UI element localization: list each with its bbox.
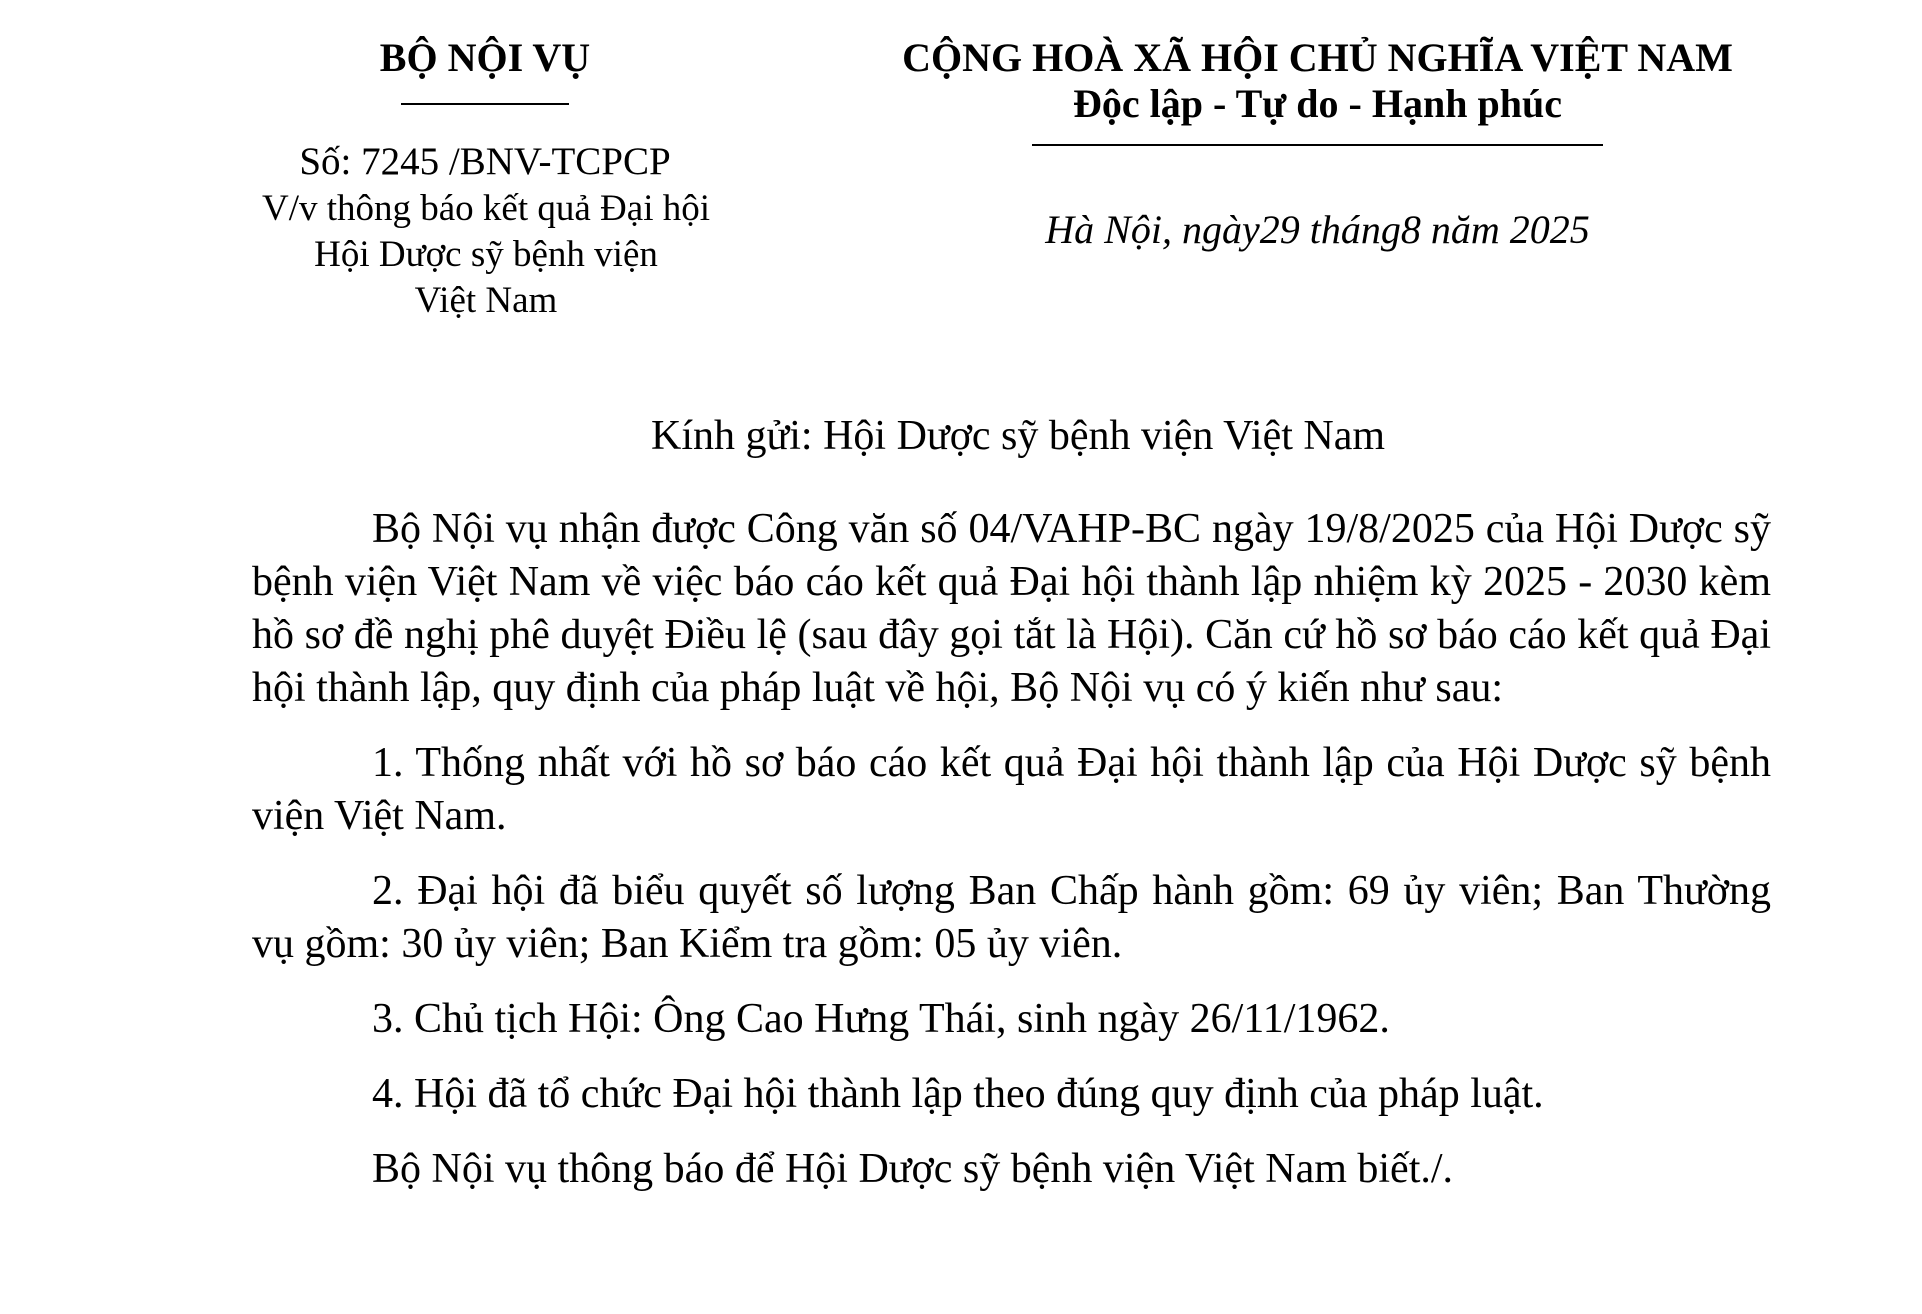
addressee: Kính gửi: Hội Dược sỹ bệnh viện Việt Nam [651,413,1386,459]
agency-divider [401,103,569,105]
subject-line: Hội Dược sỹ bệnh viện [314,234,658,275]
document-subject [230,186,742,324]
place-and-date: Hà Nội, ngày29 tháng8 năm 2025 [1045,207,1590,252]
national-motto: Độc lập - Tự do - Hạnh phúc [1073,81,1562,126]
body-item-4: 4. Hội đã tổ chức Đại hội thành lập theo đúng quy định của pháp luật. [372,1071,1544,1117]
national-title: CỘNG HOÀ XÃ HỘI CHỦ NGHĨA VIỆT NAM [902,35,1733,80]
body-closing: Bộ Nội vụ thông báo để Hội Dược sỹ bệnh viện Việt Nam biết./. [372,1146,1454,1192]
issuing-agency: BỘ NỘI VỤ [379,35,591,80]
motto-underline [1032,144,1603,146]
subject-line: V/v thông báo kết quả Đại hội [261,188,711,229]
body-item-3: 3. Chủ tịch Hội: Ông Cao Hưng Thái, sinh ngày 26/11/1962. [372,996,1390,1042]
subject-line: Việt Nam [414,280,558,321]
body-item-2: 2. Đại hội đã biểu quyết số lượng Ban Chấp hành gồm: 69 ủy viên; Ban Thường vụ gồm: 30 ủy viên; Ban Kiểm tra gồm: 05 ủy viên. [252,868,1771,967]
document-number: Số: 7245 /BNV-TCPCP [299,140,671,183]
body-paragraph-intro: Bộ Nội vụ nhận được Công văn số 04/VAHP-BC ngày 19/8/2025 của Hội Dược sỹ bệnh viện Việt Nam về việc báo cáo kết quả Đại hội thành lập nhiệm kỳ 2025 - 2030 kèm hồ sơ đề nghị phê duyệt Điều lệ (sau đây gọi tắt là Hội). Căn cứ hồ sơ báo cáo kết quả Đại hội thành lập, quy định của pháp luật về hội, Bộ Nội vụ có ý kiến như sau: [252,506,1771,711]
document-body [252,503,1771,1218]
body-item-1: 1. Thống nhất với hồ sơ báo cáo kết quả Đại hội thành lập của Hội Dược sỹ bệnh viện Việt Nam. [252,740,1771,839]
